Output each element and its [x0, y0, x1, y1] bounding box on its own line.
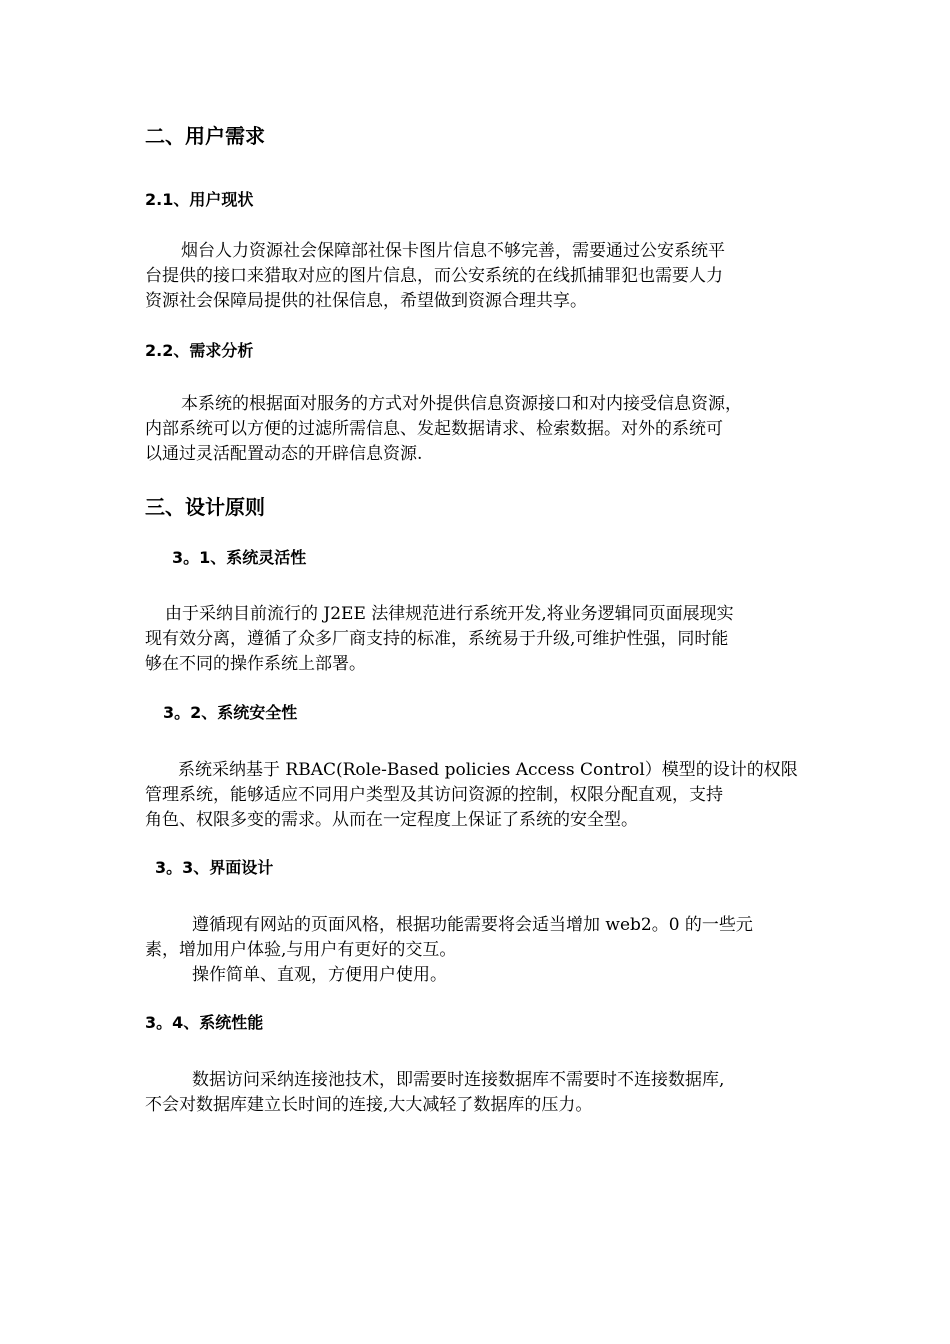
paragraph-system-flexibility	[145, 602, 810, 677]
text-line: 资源社会保障局提供的社保信息，希望做到资源合理共享。	[145, 291, 587, 311]
text-line: 管理系统，能够适应不同用户类型及其访问资源的控制，权限分配直观，支持	[145, 785, 723, 805]
text-line: 以通过灵活配置动态的开辟信息资源.	[145, 444, 423, 464]
text-line: 素，增加用户体验,与用户有更好的交互。	[145, 940, 457, 960]
paragraph-system-performance	[145, 1068, 810, 1118]
section-heading-user-requirements: 二、用户需求	[145, 124, 265, 148]
subheading-requirement-analysis: 2.2、需求分析	[145, 341, 254, 360]
text-line: 遵循现有网站的页面风格，根据功能需要将会适当增加 web2。0 的一些元	[192, 915, 753, 935]
text-line: 内部系统可以方便的过滤所需信息、发起数据请求、检索数据。对外的系统可	[145, 419, 723, 439]
paragraph-system-security	[145, 758, 810, 833]
text-line: 现有效分离，遵循了众多厂商支持的标准，系统易于升级,可维护性强，同时能	[145, 629, 729, 649]
text-line: 系统采纳基于 RBAC(Role-Based policies Access Control）模型的设计的权限	[178, 760, 798, 780]
text-line: 角色、权限多变的需求。从而在一定程度上保证了系统的安全型。	[145, 810, 638, 830]
text-line: 由于采纳目前流行的 J2EE 法律规范进行系统开发,将业务逻辑同页面展现实	[165, 604, 734, 624]
text-line: 台提供的接口来猎取对应的图片信息，而公安系统的在线抓捕罪犯也需要人力	[145, 266, 723, 286]
text-line: 本系统的根据面对服务的方式对外提供信息资源接口和对内接受信息资源，	[181, 394, 742, 414]
subheading-system-flexibility: 3。1、系统灵活性	[172, 548, 307, 567]
subheading-interface-design: 3。3、界面设计	[155, 858, 274, 877]
text-line: 数据访问采纳连接池技术，即需要时连接数据库不需要时不连接数据库,	[192, 1070, 725, 1090]
paragraph-user-status	[145, 239, 810, 314]
section-heading-design-principles: 三、设计原则	[145, 495, 265, 519]
text-line: 够在不同的操作系统上部署。	[145, 654, 366, 674]
paragraph-requirement-analysis	[145, 392, 810, 467]
subheading-system-performance: 3。4、系统性能	[145, 1013, 264, 1032]
subheading-user-status: 2.1、用户现状	[145, 190, 254, 209]
text-line: 操作简单、直观，方便用户使用。	[192, 965, 447, 985]
paragraph-interface-design	[145, 913, 810, 988]
text-line: 不会对数据库建立长时间的连接,大大减轻了数据库的压力。	[145, 1095, 593, 1115]
text-line: 烟台人力资源社会保障部社保卡图片信息不够完善，需要通过公安系统平	[181, 241, 725, 261]
subheading-system-security: 3。2、系统安全性	[163, 703, 298, 722]
